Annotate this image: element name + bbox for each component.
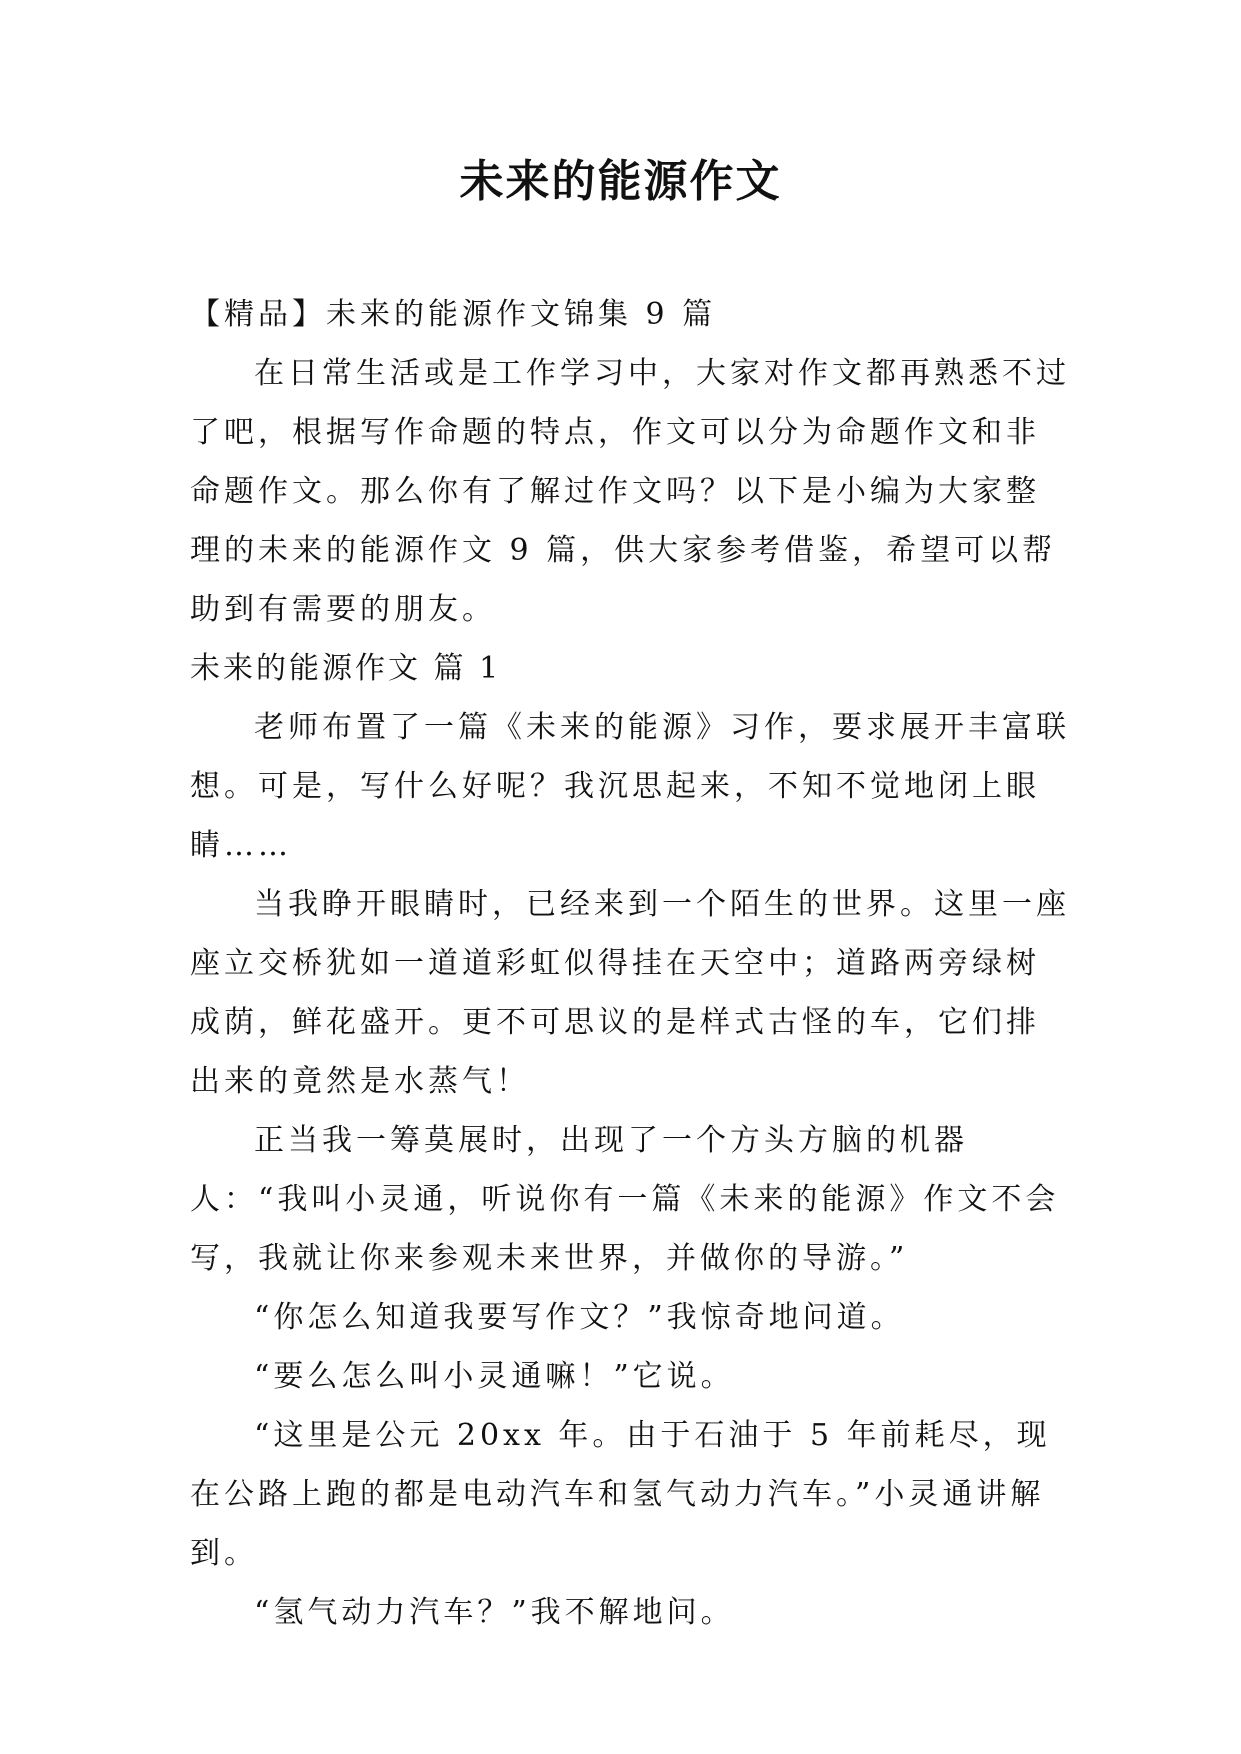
body-paragraph: 正当我一筹莫展时，出现了一个方头方脑的机器人：“我叫小灵通，听说你有一篇《未来的能源》作文不会写，我就让你来参观未来世界，并做你的导游。”	[190, 1123, 1060, 1276]
document-body	[190, 285, 1070, 1642]
body-paragraph: 当我睁开眼睛时，已经来到一个陌生的世界。这里一座座立交桥犹如一道道彩虹似得挂在天空中；道路两旁绿树成荫，鲜花盛开。更不可思议的是样式古怪的车，它们排出来的竟然是水蒸气！	[190, 887, 1070, 1099]
body-paragraph: “要么怎么叫小灵通嘛！”它说。	[254, 1359, 735, 1394]
document-subtitle: 【精品】未来的能源作文锦集 9 篇	[190, 297, 717, 332]
section-heading: 未来的能源作文 篇 1	[190, 651, 502, 686]
document-title: 未来的能源作文	[459, 156, 782, 207]
intro-paragraph: 在日常生活或是工作学习中，大家对作文都再熟悉不过了吧，根据写作命题的特点，作文可以分为命题作文和非命题作文。那么你有了解过作文吗？以下是小编为大家整理的未来的能源作文 9 篇，供大家参考借鉴，希望可以帮助到有需要的朋友。	[190, 356, 1070, 627]
body-paragraph: 老师布置了一篇《未来的能源》习作，要求展开丰富联想。可是，写什么好呢？我沉思起来，不知不觉地闭上眼睛……	[190, 710, 1070, 863]
body-paragraph: “这里是公元 20xx 年。由于石油于 5 年前耗尽，现在公路上跑的都是电动汽车和氢气动力汽车。”小灵通讲解到。	[190, 1418, 1051, 1571]
body-paragraph: “你怎么知道我要写作文？”我惊奇地问道。	[254, 1300, 905, 1335]
body-paragraph: “氢气动力汽车？”我不解地问。	[254, 1595, 735, 1630]
